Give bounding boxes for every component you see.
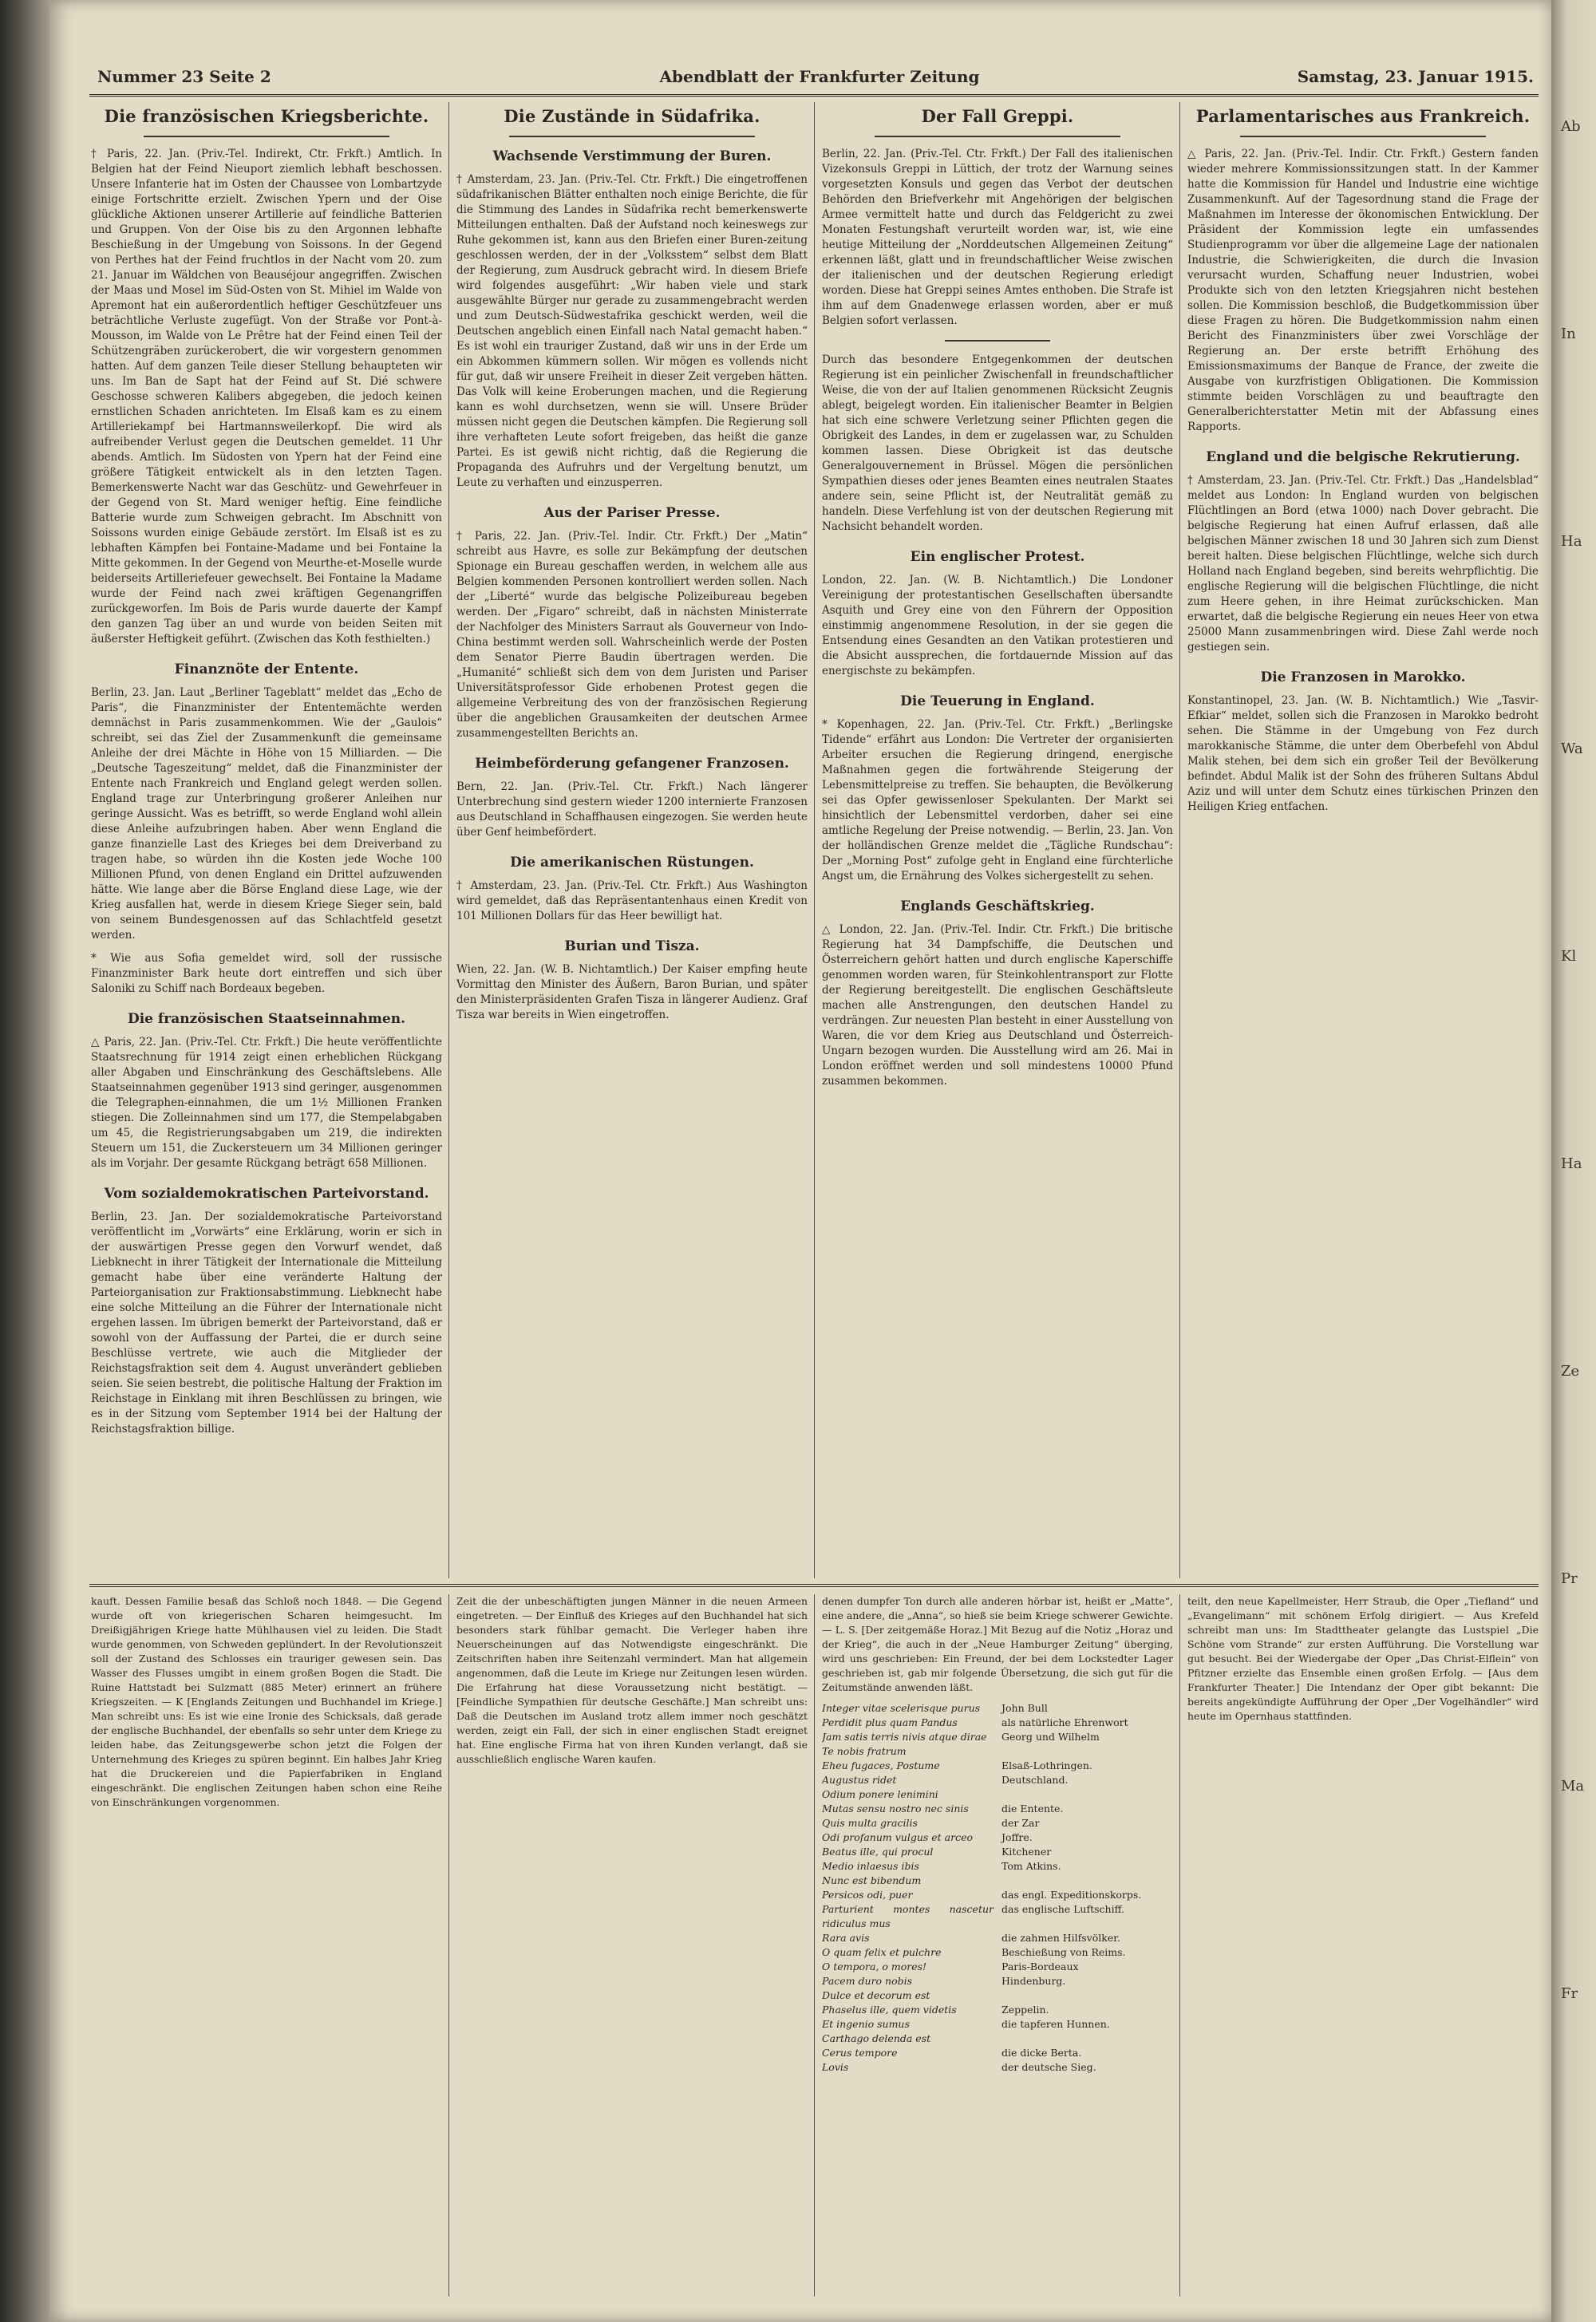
poem-line: das englische Luftschiff.	[1001, 1903, 1124, 1915]
poem-line	[1001, 2032, 1173, 2046]
feuilleton-column-2	[456, 1594, 808, 2296]
feuilleton-text: teilt, den neue Kapellmeister, Herr Straub, die Oper „Tiefland“ und „Evangelimann“ mit schönem Erfolg dirigiert. — Aus Krefeld schreibt man uns: Im Stadttheater gelangte das Lustspiel „Die Schöne vom Strande“ zur ersten Aufführung. Die Vorstellung war gut besucht. Bei der Wiedergabe der Oper „Das Christ-Elflein“ von Pfitzner erzielte das Ensemble einen großen Erfolg. — [Aus dem Frankfurter Theater.] Die Intendanz der Oper gibt bekannt: Die bereits angekündigte Aufführung der Oper „Der Vogelhändler“ wird heute im Opernhaus stattfinden.	[1187, 1595, 1539, 1722]
newspaper-page	[49, 0, 1551, 2322]
adjacent-page-fragment: Fr	[1561, 1985, 1578, 2002]
poem-line: der Zar	[1001, 1817, 1040, 1829]
poem-line: Hindenburg.	[1001, 1975, 1066, 1987]
article-text: † Paris, 22. Jan. (Priv.-Tel. Indir. Ctr. Frkft.) Der „Matin“ schreibt aus Havre, es solle zur Bekämpfung der deutschen Spionage ein Bureau geschaffen werden, in welchem alle aus Belgien kommenden Personen kontrolliert werden sollen. Nach der „Liberté“ wurde das belgische Polizeibureau begeben werden. Der „Figaro“ schreibt, daß in nächsten Ministerrate der Nachfolger des Ministers Sarraut als Gouverneur von Indo-China bestimmt werden soll. Wahrscheinlich werde der Posten dem Senator Pierre Baudin übertragen werden. Die „Humanité“ schließt sich dem von dem Juristen und Pariser Universitätsprofessor Gide erhobenen Protest gegen die allgemeine Verbreitung des von der französischen Regierung über die angeblichen Grausamkeiten der deutschen Armee zusammengestellten Berichts an.	[456, 530, 808, 740]
headline: Die französischen Kriegsberichte.	[104, 106, 429, 126]
poem-latin-lines	[822, 1701, 994, 2075]
feuilleton-column-3	[822, 1594, 1173, 2296]
poem-line: Beatus ille, qui procul	[822, 1846, 934, 1858]
adjacent-page-fragment: In	[1561, 326, 1576, 342]
adjacent-page-fragment: Ab	[1561, 118, 1581, 135]
poem-line: Joffre.	[1001, 1831, 1033, 1843]
headline: Aus der Pariser Presse.	[543, 505, 721, 521]
article-text: * Wie aus Sofia gemeldet wird, soll der russische Finanzminister Bark heute dort eintreffen und sich über Saloniki zu Schiff nach Bordeaux begeben.	[91, 952, 442, 995]
article-text: Berlin, 22. Jan. (Priv.-Tel. Ctr. Frkft.) Der Fall des italienischen Vizekonsuls Greppi in Lüttich, der trotz der Warnung seines vorgesetzten Konsuls und gegen das Verbot der deutschen Behörden den Briefverkehr mit Angehörigen der belgischen Armee vermittelt hatte und durch das Feldgericht zu zwei Monaten Festungshaft verurteilt worden war, ist, wie eine heutige Mitteilung der „Norddeutschen Allgemeinen Zeitung“ erkennen läßt, glatt und in freundschaftlicher Weise zwischen der italienischen und der deutschen Regierung erledigt worden. Diese hat Greppi seines Amtes enthoben. Die Strafe ist ihm auf dem Gnadenwege erlassen worden, aber er muß Belgien sofort verlassen.	[822, 148, 1173, 327]
headline: England und die belgische Rekrutierung.	[1206, 449, 1520, 465]
poem-line	[1001, 1787, 1173, 1802]
poem-line: Kitchener	[1001, 1846, 1052, 1858]
article-text: † Amsterdam, 23. Jan. (Priv.-Tel. Ctr. Frkft.) Das „Handelsblad“ meldet aus London: In England wurden von belgischen Flüchtlingen an Bord (etwa 1000) nach Dover gebracht. Die belgische Regierung hat einen Aufruf erlassen, daß alle belgischen Männer zwischen 18 und 30 Jahren sich zum Dienst bereit halten. Diese belgischen Flüchtlinge, welche sich durch Holland nach England begeben, sind bereits wehrpflichtig. Die englische Regierung will die belgischen Flüchtlinge, die nicht zum Heere gehen, in ihre Heimat zurückschicken. Man erwartet, daß die belgische Regierung ein neues Heer von etwa 25000 Mann zusammenbringen wird. Diese Zahl werde noch gestiegen sein.	[1187, 474, 1539, 654]
page-number: Nummer 23 Seite 2	[97, 67, 271, 86]
section-rule	[945, 340, 1050, 342]
headline: Finanznöte der Entente.	[174, 661, 359, 677]
headline: Burian und Tisza.	[564, 938, 700, 954]
column-rule	[814, 102, 815, 1578]
poem-line	[1001, 1874, 1173, 1888]
poem-line: Zeppelin.	[1001, 2004, 1049, 2016]
poem-line: die tapferen Hunnen.	[1001, 2018, 1110, 2030]
poem-line: Nunc est bibendum	[822, 1874, 922, 1886]
feuilleton-text: Zeit die der unbeschäftigten jungen Männer in die neuen Armeen eingetreten. — Der Einfluß des Krieges auf den Buchhandel hat sich besonders stark fühlbar gemacht. Die Verleger haben ihre Neuerscheinungen auf das Notwendigste eingeschränkt. Die Zeitschriften haben ihre Seitenzahl vermindert. Man hat allgemein angenommen, daß die Leute im Kriege nur Zeitungen lesen würden. Die Erfahrung hat diese Voraussetzung nicht bestätigt. — [Feindliche Sympathien für deutsche Geschäfte.] Man schreibt uns: Daß die Deutschen im Ausland trotz allem immer noch geschätzt werden, zeigt ein Fall, der sich in einer englischen Stadt ereignet hat. Eine englische Firma hat von ihren Kunden verlangt, daß sie ausschließlich englische Waren kaufen.	[456, 1595, 808, 1765]
poem-line: Rara avis	[822, 1932, 870, 1944]
feuilleton-text: denen dumpfer Ton durch alle anderen hörbar ist, heißt er „Matte“, eine andere, die „Anna“, so hieß sie beim Kriege schwerer Gewichte. — L. S. [Der zeitgemäße Horaz.] Mit Bezug auf die Notiz „Horaz und der Krieg“, die auch in der „Neue Hamburger Zeitung“ überging, wird uns geschrieben: Ein Freund, der bei dem Lockstedter Lager geschrieben ist, gab mir folgende Übersetzung, die sich gut für die Zeitumstände anwenden läßt.	[822, 1595, 1173, 1693]
poem-line	[1001, 1988, 1173, 2003]
poem-line: O quam felix et pulchre	[822, 1946, 942, 1958]
headline: Die französischen Staatseinnahmen.	[127, 1011, 405, 1027]
poem-line: Phaselus ille, quem videtis	[822, 2004, 957, 2016]
poem-line: Medio inlaesus ibis	[822, 1860, 919, 1872]
headline: Der Fall Greppi.	[921, 106, 1074, 126]
headline: Die Franzosen in Marokko.	[1260, 669, 1466, 685]
horaz-poem	[822, 1701, 1173, 2075]
article-text: Konstantinopel, 23. Jan. (W. B. Nichtamtlich.) Wie „Tasvir-Efkiar“ meldet, sollen sich die Franzosen in Marokko bedroht sehen. Die Stämme in der Umgebung von Fez durch marokkanische Stämme, die unter dem Oberbefehl von Abdul Malik stehen, bei dem sich ein großer Teil der Bevölkerung befindet. Abdul Malik ist der Sohn des früheren Sultans Abdul Aziz und will unter dem Schutz eines türkischen Prinzen den Heiligen Krieg entfachen.	[1187, 694, 1539, 813]
article-text: Durch das besondere Entgegenkommen der deutschen Regierung ist ein peinlicher Zwischenfall in freundschaftlicher Weise, die von der auf Italien genommenen Rücksicht Zeugnis ablegt, beigelegt worden. Ein italienischer Beamter in Belgien hat sich eine schwere Verletzung seiner Pflichten gegen die Obrigkeit des Landes, in dem er zugelassen war, zu Schulden kommen lassen. Diese Obrigkeit ist das deutsche Generalgouvernement in Brüssel. Mögen die persönlichen Sympathien dieses oder jenes Beamten eines neutralen Staates andere sein, seine Pflicht ist, der Neutralität gemäß zu handeln. Diese Verfehlung ist von der deutschen Regierung mit Nachsicht behandelt worden.	[822, 353, 1173, 533]
column-3	[822, 102, 1173, 1578]
poem-line: die zahmen Hilfsvölker.	[1001, 1932, 1120, 1944]
poem-line: Te nobis fratrum	[822, 1745, 907, 1757]
poem-line: Perdidit plus quam Pandus	[822, 1716, 958, 1728]
poem-line: Parturient montes nascetur ridiculus mus	[822, 1903, 994, 1929]
headline-rule	[509, 136, 755, 137]
article-text: † Paris, 22. Jan. (Priv.-Tel. Indirekt, Ctr. Frkft.) Amtlich. In Belgien hat der Feind Nieuport ziemlich lebhaft beschossen. Unsere Infanterie hat im Osten der Chaussee von Lombartzyde einige Fortschritte erzielt. Zwischen Ypern und der Oise glückliche Aktionen unserer Artillerie auf feindliche Batterien und Gruppen. Von der Oise bis zu den Argonnen lebhafte Beschießung in der Umgebung von Soissons. In der Gegend von Perthes hat der Feind fruchtlos in der Nacht vom 20. zum 21. Januar im Wäldchen von Beauséjour angegriffen. Zwischen der Maas und Mosel im Süd-Osten von St. Mihiel im Walde von Apremont hat ein außerordentlich heftiger Geschützfeuer uns beträchtliche Verluste zugefügt. Von der Straße vor Pont-à-Mousson, im Walde von Le Prêtre hat der Feind einen Teil der Schützengräben zurückerobert, die wir vorgestern genommen hatten. Auf dem ganzen Teile dieser Stellung behaupteten wir uns. Im Ban de Sapt hat der Feind auf St. Dié schwere Geschosse schweren Kalibers abgegeben, die jedoch keinen ernstlichen Schaden anrichteten. Im Elsaß kam es zu einem Artilleriekampf bei Hartmannsweilerkopf. Die wird als aufreibender Verlust gegen die Deutschen gemeldet. 11 Uhr abends. Amtlich. Im Südosten von Ypern hat der Feind eine größere Tätigkeit entwickelt als in den letzten Tagen. Bemerkenswerte Nacht war das Geschütz- und Gewehrfeuer in der Gegend von St. Mard weniger heftig. Eine feindliche Batterie wurde zum Schweigen gebracht. Im Abschnitt von Soissons wurden einige Gebäude zerstört. Im Elsaß ist es zu lebhaften Kämpfen bei Fontaine-Madame und bei Fontaine la Mitte gekommen. In der Gegend von Meurthe-et-Moselle wurde beiderseits Artilleriefeuer gewechselt. Bei Fontaine la Madame wurde der Feind nach zwei kräftigen Gegenangriffen zurückgeworfen. Im Bois de Paris wurde dauerte der Kampf den ganzen Tag über an und wurde von beiden Seiten mit äußerster Heftigkeit geführt. (Zwischen das Koth festhielten.)	[91, 148, 442, 646]
headline-rule	[144, 136, 389, 137]
article-text: † Amsterdam, 23. Jan. (Priv.-Tel. Ctr. Frkft.) Die eingetroffenen südafrikanischen Blätter enthalten noch einige Berichte, die für die Stimmung des Landes in Südafrika recht bemerkenswerte Mitteilungen enthalten. Daß der Aufstand noch keineswegs zur Ruhe gekommen ist, kann aus den Briefen einer Buren-zeitung geschlossen werden, der in der „Volksstem“ selbst dem Blatt der Regierung, zum Ausdruck gebracht wird. In diesem Briefe wird folgendes ausgeführt: „Wir haben viele und stark ausgewählte Bürger nur gerade zu zusammengebracht werden und zum Deutsch-Südwestafrika geschickt werden, weil die Deutschen angeblich einen Einfall nach Natal gemacht haben.“ Es ist wohl ein trauriger Zustand, daß wir uns in der Erde um ein Abkommen kümmern sollen. Wir mögen es vollends nicht für gut, daß wir unsere Freiheit in dieser Zeit vergeben hätten. Das Volk will keine Eroberungen machen, und die Regierung kann es wohl durchsetzen, wenn sie will. Unsere Brüder müssen nicht gegen die Deutschen kämpfen. Die Regierung soll ihre verhafteten Leute sofort freigeben, das heißt die ganze Partei. Es ist gewiß nicht richtig, daß die Regierung die Propaganda des Aufruhrs und der Vergeltung benutzt, um Leute zu verhaften und einzusperren.	[456, 173, 808, 489]
issue-date: Samstag, 23. Januar 1915.	[1297, 67, 1534, 86]
poem-line: Deutschland.	[1001, 1774, 1069, 1786]
poem-line: Dulce et decorum est	[822, 1989, 930, 2001]
headline: Die amerikanischen Rüstungen.	[510, 855, 754, 871]
column-rule	[448, 102, 449, 1578]
poem-line: Et ingenio sumus	[822, 2018, 910, 2030]
column-2	[456, 102, 808, 1578]
poem-line: Jam satis terris nivis atque dirae	[822, 1731, 987, 1743]
poem-line: Paris-Bordeaux	[1001, 1961, 1079, 1973]
column-rule	[814, 1594, 815, 2296]
article-text: Wien, 22. Jan. (W. B. Nichtamtlich.) Der Kaiser empfing heute Vormittag den Minister des Äußern, Baron Burian, und später den Ministerpräsidenten Grafen Tisza in längerer Audienz. Graf Tisza war bereits in Wien eingetroffen.	[456, 963, 808, 1021]
article-text: △ London, 22. Jan. (Priv.-Tel. Indir. Ctr. Frkft.) Die britische Regierung hat 34 Dampfschiffe, die Deutschen und Österreichern gehört hatten und durch englische Kaperschiffe genommen worden waren, für Steinkohlentransport zur Flotte der Regierung bereitgestellt. Die englischen Geschäftsleute machen alle Anstrengungen, den deutschen Handel zu verdrängen. Zur neuesten Plan besteht in einer Ausstellung von Waren, die vor dem Krieg aus Deutschland und Österreich-Ungarn bezogen wurden. Die Ausstellung wird am 26. Mai in London eröffnet werden und soll mindestens 10000 Pfund zusammen bekommen.	[822, 923, 1173, 1088]
adjacent-page-fragment: Kl	[1561, 948, 1577, 965]
poem-line	[1001, 1917, 1173, 1931]
feuilleton-column-4	[1187, 1594, 1539, 2296]
poem-line: Eheu fugaces, Postume	[822, 1759, 940, 1771]
poem-line: Elsaß-Lothringen.	[1001, 1759, 1092, 1771]
feuilleton-text: kauft. Dessen Familie besaß das Schloß noch 1848. — Die Gegend wurde oft von kriegerischen Scharen heimgesucht. Im Dreißigjährigen Kriege hatte Mühlhausen viel zu leiden. Die Stadt wurde genommen, von Schweden geplündert. In der Revolutionszeit soll der Zustand des Schlosses ein trauriger gewesen sein. Das Wasser des Flusses umgibt in einem großen Bogen die Stadt. Die Ruine Hattstadt bei Sulzmatt (885 Meter) erinnert an frühere Kriegszeiten. — K [Englands Zeitungen und Buchhandel im Kriege.] Man schreibt uns: Es ist wie eine Ironie des Schicksals, daß gerade der englische Buchhandel, der ebenfalls so sehr unter dem Kriege zu leiden habe, das Zeitungsgewerbe schon jetzt die Folgen der Unternehmung des Krieges zu spüren beginnt. Ein halbes Jahr Krieg hat die Druckereien und die Papierfabriken in England eingeschränkt. Die englischen Zeitungen haben schon eine Reihe von Einschränkungen vorgenommen.	[91, 1595, 442, 1808]
column-rule	[1179, 1594, 1180, 2296]
article-text: Berlin, 23. Jan. Laut „Berliner Tageblatt“ meldet das „Echo de Paris“, die Finanzminister der Ententemächte werden demnächst in Paris zusammenkommen. Wie der „Gaulois“ schreibt, sei das Ziel der Zusammenkunft die gemeinsame Anleihe der drei Mächte in Höhe von 15 Milliarden. — Die „Deutsche Tageszeitung“ meldet, daß die Finanzminister der Entente nach Frankreich und England gelegt werden sollen. England trage zur Unterbringung großerer Anleihen nur geringe Aussicht. Was es betrifft, so werde England wohl allein diese Anleihe aufzubringen haben. Aber wenn England die ganze finanzielle Last des Krieges bei dem Dreiverband zu tragen habe, so würden ihn die Kosten jede Woche 100 Millionen Pfund, von denen England ein Drittel aufzuwenden hätte. Wie lange aber die Börse England diese Lage, wie der Krieg ausfallen hat, werde in diesem Kriege Sieger sein, bald von seinem Bundesgenossen auf das Schlachtfeld gesetzt werden.	[91, 686, 442, 942]
poem-line: Pacem duro nobis	[822, 1975, 913, 1987]
poem-line: Lovis	[822, 2061, 849, 2073]
poem-line: O tempora, o mores!	[822, 1961, 927, 1973]
poem-line: Georg und Wilhelm	[1001, 1731, 1100, 1743]
adjacent-page-fragment: Ha	[1561, 1155, 1582, 1172]
headline: Vom sozialdemokratischen Parteivorstand.	[104, 1186, 429, 1202]
column-rule	[1179, 102, 1180, 1578]
column-1	[91, 102, 442, 1578]
headline: Die Teuerung in England.	[900, 693, 1095, 709]
headline: Die Zustände in Südafrika.	[504, 106, 760, 126]
adjacent-page-fragment: Pr	[1561, 1570, 1578, 1587]
poem-line: Beschießung von Reims.	[1001, 1946, 1126, 1958]
article-text: △ Paris, 22. Jan. (Priv.-Tel. Indir. Ctr. Frkft.) Gestern fanden wieder mehrere Kommissionssitzungen statt. In der Kammer hatte die Kommission für Handel und Industrie eine wichtige Zusammenkunft. Auf der Tagesordnung stand die Frage der Maßnahmen im Interesse der ökonomischen Entwicklung. Der Präsident der Kommission legte ein umfassendes Studienprogramm vor über die allgemeine Lage der nationalen Industrie, die Schwierigkeiten, die durch die Invasion verursacht wurden, Schaffung neuer Industrien, wobei Produkte sich von den letzten Kriegsjahren nicht bestehen sollen. Die Kommission beschloß, die Budgetkommission über diese Fragen zu hören. Die Budgetkommission nahm einen Bericht des Finanzministers über zwei Vorschläge der Regierung an. Der erste betrifft Erhöhung des Emissionsmaximums der Banque de France, der zweite die Ausgabe von kurzfristigen Obligationen. Die Kommission stimmte beiden Vorschlägen zu und beauftragte den Generalberichterstatter Metin mit der Abfassung eines Rapports.	[1187, 148, 1539, 433]
masthead	[89, 67, 1539, 97]
adjacent-page-fragment: Ma	[1561, 1778, 1585, 1795]
poem-line: Augustus ridet	[822, 1774, 897, 1786]
poem-line: Integer vitae scelerisque purus	[822, 1702, 981, 1714]
headline: Ein englischer Protest.	[910, 549, 1085, 565]
adjacent-page-edge	[1551, 0, 1596, 2322]
column-rule	[448, 1594, 449, 2296]
newspaper-title: Abendblatt der Frankfurter Zeitung	[659, 67, 980, 86]
poem-line	[1001, 1744, 1173, 1759]
feuilleton-column-1	[91, 1594, 442, 2296]
poem-line: Quis multa gracilis	[822, 1817, 918, 1829]
article-text: London, 22. Jan. (W. B. Nichtamtlich.) Die Londoner Vereinigung der protestantischen Gesellschaften übersandte Asquith und Grey eine von den Führern der Opposition einstimmig angenommene Resolution, in der sie gegen die Entsendung eines Gesandten an den Vatikan protestieren und die Absicht aussprechen, die fortdauernde Mission auf das energischste zu bekämpfen.	[822, 574, 1173, 677]
subheadline: Wachsende Verstimmung der Buren.	[492, 148, 772, 164]
adjacent-page-fragment: Ze	[1561, 1363, 1580, 1380]
article-text: Bern, 22. Jan. (Priv.-Tel. Ctr. Frkft.) Nach längerer Unterbrechung sind gestern wieder 1200 internierte Franzosen aus Deutschland in Schaffhausen eingezogen. Sie werden heute über Genf heimbefördert.	[456, 780, 808, 839]
feuilleton-separator	[89, 1584, 1539, 1587]
article-text: * Kopenhagen, 22. Jan. (Priv.-Tel. Ctr. Frkft.) „Berlingske Tidende“ erfährt aus London: Die Vertreter der organisierten Arbeiter ersuchen die Regierung dringend, energische Maßnahmen gegen die fortwährende Steigerung der Lebensmittelpreise zu treffen. Sie behaupten, die Bevölkerung sei das Opfer gewissenloser Spekulanten. Der Markt sei hinsichtlich der Lebensmittel verdorben, daher sei eine amtliche Regelung der Preise notwendig. — Berlin, 23. Jan. Von der holländischen Grenze meldet die „Tägliche Rundschau“: Der „Morning Post“ zufolge geht in England eine fürchterliche Angst um, die Ernährung des Volkes sichergestellt zu sehen.	[822, 718, 1173, 883]
poem-line: Carthago delenda est	[822, 2032, 931, 2044]
poem-line: Tom Atkins.	[1001, 1860, 1061, 1872]
headline: Englands Geschäftskrieg.	[900, 898, 1095, 914]
poem-line: Persicos odi, puer	[822, 1889, 913, 1901]
poem-line: die dicke Berta.	[1001, 2047, 1082, 2059]
article-text: † Amsterdam, 23. Jan. (Priv.-Tel. Ctr. Frkft.) Aus Washington wird gemeldet, daß das Repräsentantenhaus einen Kredit von 101 Millionen Dollars für das Heer bewilligt hat.	[456, 879, 808, 922]
book-binding	[0, 0, 49, 2322]
poem-line: Odi profanum vulgus et arceo	[822, 1831, 974, 1843]
headline: Heimbeförderung gefangener Franzosen.	[475, 756, 789, 772]
poem-line: Mutas sensu nostro nec sinis	[822, 1803, 969, 1815]
poem-german-lines	[1001, 1701, 1173, 2075]
poem-line: der deutsche Sieg.	[1001, 2061, 1096, 2073]
poem-line: als natürliche Ehrenwort	[1001, 1716, 1128, 1728]
poem-line: John Bull	[1001, 1702, 1048, 1714]
article-text: Berlin, 23. Jan. Der sozialdemokratische Parteivorstand veröffentlicht im „Vorwärts“ eine Erklärung, worin er sich in der auswärtigen Presse gegen den Vorwurf wendet, daß Liebknecht in ihrer Tätigkeit der Internationale die Mitteilung gemacht habe über eine veränderte Haltung der Parteiorganisation zur Fraktionsabstimmung. Liebknecht habe eine solche Mitteilung an die Führer der Internationale nicht ergehen lassen. Im übrigen bemerkt der Parteivorstand, daß er sowohl von der Auffassung der Partei, die er durch seine Beschlüsse vertrete, wie auch die Mitglieder der Reichstagsfraktion seit dem 4. August unverändert geblieben seien. Sie seien bestrebt, die politische Haltung der Fraktion im Reichstage in Einklang mit ihren Beschlüssen zu bringen, wie es in der Sitzung vom September 1914 bei der Haltung der Reichstagsfraktion billige.	[91, 1210, 442, 1435]
column-4	[1187, 102, 1539, 1578]
poem-line: Odium ponere lenimini	[822, 1788, 938, 1800]
adjacent-page-fragment: Wa	[1561, 740, 1583, 757]
adjacent-page-fragment: Ha	[1561, 533, 1582, 550]
headline: Parlamentarisches aus Frankreich.	[1195, 106, 1531, 126]
article-text: △ Paris, 22. Jan. (Priv.-Tel. Ctr. Frkft.) Die heute veröffentlichte Staatsrechnung für 1914 zeigt einen erheblichen Rückgang aller Abgaben und Einschränkung des Geschäftslebens. Alle Staatseinnahmen gegenüber 1913 sind geringer, ausgenommen die Telegraphen-einnahmen, die um 1½ Millionen Franken stiegen. Die Zolleinnahmen sind um 177, die Stempelabgaben um 45, die Registrierungsabgaben um 219, die indirekten Steuern um 151, die Zuckersteuern um 34 Millionen geringer als im Vorjahr. Der gesamte Rückgang beträgt 658 Millionen.	[91, 1036, 442, 1170]
poem-line: die Entente.	[1001, 1803, 1064, 1815]
poem-line: Cerus tempore	[822, 2047, 898, 2059]
headline-rule	[875, 136, 1120, 137]
poem-line: das engl. Expeditionskorps.	[1001, 1889, 1142, 1901]
headline-rule	[1240, 136, 1486, 137]
